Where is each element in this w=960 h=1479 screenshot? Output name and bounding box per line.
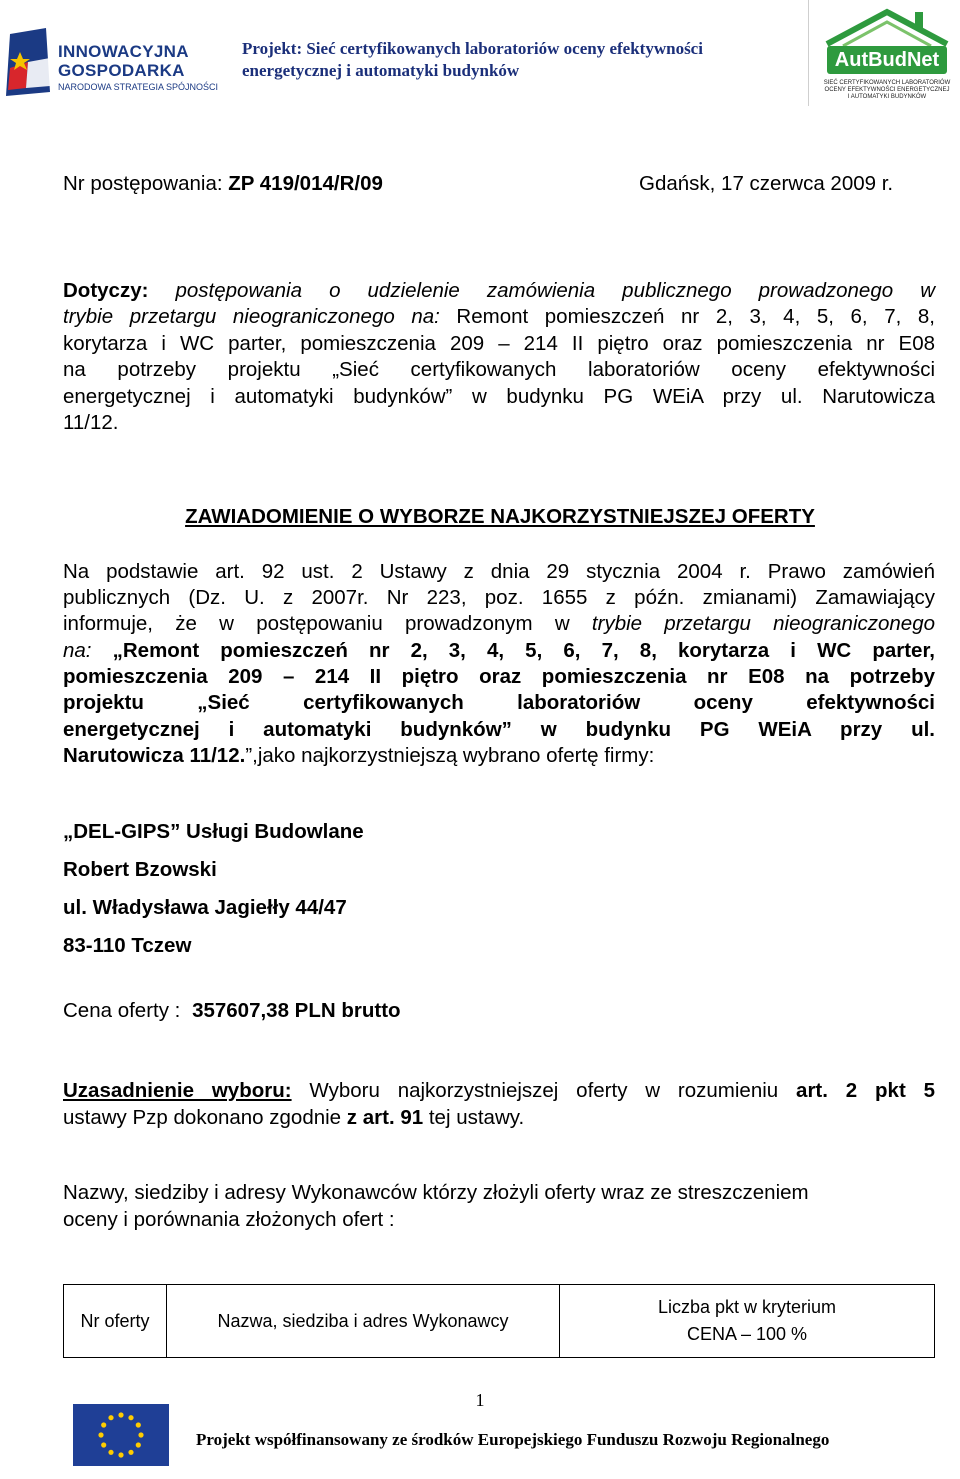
table-header-points-l1: Liczba pkt w kryterium bbox=[657, 1297, 837, 1317]
autbudnet-tagline-3: I AUTOMATYKI BUDYNKÓW bbox=[847, 94, 927, 100]
notice-text-3b: trybie przetargu nieograniczonego bbox=[591, 612, 936, 635]
summary-line-2: oceny i porównania złożonych ofert : bbox=[63, 1208, 395, 1231]
notice-text-3a: informuje, że w postępowaniu prowadzonym w bbox=[63, 612, 570, 635]
justification-text-1a: Wyboru najkorzystniejszej oferty w rozumieniu bbox=[309, 1079, 779, 1102]
justification-label: Uzasadnienie wyboru: bbox=[63, 1079, 292, 1102]
notice-line-2: publicznych (Dz. U. z 2007r. Nr 223, poz. 1655 z późn. zmianami) Zamawiający bbox=[63, 586, 935, 609]
footer-cofinancing-text: Projekt współfinansowany ze środków Europejskiego Funduszu Rozwoju Regionalnego bbox=[196, 1430, 830, 1449]
justification-text-2a: ustawy Pzp dokonano zgodnie bbox=[63, 1106, 342, 1129]
subject-text-2a: trybie przetargu nieograniczonego na: bbox=[63, 305, 440, 328]
autbudnet-tagline-1: SIEĆ CERTYFIKOWANYCH LABORATORIÓW bbox=[823, 80, 951, 86]
summary-line-1: Nazwy, siedziby i adresy Wykonawców którzy złożyli oferty wraz ze streszczeniem bbox=[63, 1181, 809, 1204]
innowacyjna-gospodarka-logo bbox=[6, 28, 219, 100]
table-header-points-l2: CENA – 100 % bbox=[686, 1324, 808, 1344]
autbudnet-tagline bbox=[819, 80, 955, 101]
place-date: Gdańsk, 17 czerwca 2009 r. bbox=[639, 172, 894, 195]
winner-name: „DEL-GIPS” Usługi Budowlane bbox=[63, 820, 364, 843]
subject-line-5: energetycznej i automatyki budynków” w budynku PG WEiA przy ul. Narutowicza bbox=[63, 385, 935, 408]
case-number: ZP 419/014/R/09 bbox=[228, 172, 383, 195]
page-number: 1 bbox=[475, 1390, 485, 1410]
notice-line-8 bbox=[63, 744, 935, 768]
ig-logo-line3: NARODOWA STRATEGIA SPÓJNOŚCI bbox=[58, 82, 219, 92]
justification-line-2 bbox=[63, 1106, 935, 1130]
winner-person: Robert Bzowski bbox=[63, 858, 217, 881]
case-number-line bbox=[63, 172, 383, 196]
offers-table bbox=[63, 1284, 935, 1358]
price-line bbox=[63, 999, 401, 1023]
subject-line-1 bbox=[63, 279, 935, 303]
subject-line-4: na potrzeby projektu „Sieć certyfikowanych laboratoriów oceny efektywności bbox=[63, 358, 935, 381]
project-title-line1: Projekt: Sieć certyfikowanych laboratoriów oceny efektywności bbox=[242, 39, 703, 58]
subject-label: Dotyczy: bbox=[63, 279, 149, 302]
notice-line-4 bbox=[63, 639, 935, 663]
project-title-line2: energetycznej i automatyki budynków bbox=[242, 61, 520, 80]
justification-text-2c: tej ustawy. bbox=[428, 1106, 525, 1129]
ig-logo-line1: INNOWACYJNA bbox=[58, 42, 189, 61]
notice-text-8b: ”,jako najkorzystniejszą wybrano ofertę firmy: bbox=[245, 744, 655, 767]
justification-text-2b: z art. 91 bbox=[346, 1106, 424, 1129]
table-header-points bbox=[560, 1285, 935, 1358]
notice-text-4b: „Remont pomieszczeń nr 2, 3, 4, 5, 6, 7, 8, korytarza i WC parter, bbox=[112, 639, 935, 662]
subject-line-2 bbox=[63, 305, 935, 329]
winner-street: ul. Władysława Jagiełły 44/47 bbox=[63, 896, 347, 919]
house-roof-icon bbox=[823, 6, 951, 48]
price-label: Cena oferty : bbox=[63, 999, 181, 1022]
justification-text-1b: art. 2 pkt 5 bbox=[796, 1079, 935, 1102]
winner-city: 83-110 Tczew bbox=[63, 934, 192, 957]
notice-text-4a: na: bbox=[63, 639, 92, 662]
autbudnet-logo bbox=[808, 0, 959, 106]
eu-flag-icon bbox=[73, 1404, 169, 1466]
notice-heading: ZAWIADOMIENIE O WYBORZE NAJKORZYSTNIEJSZEJ OFERTY bbox=[185, 505, 815, 528]
notice-line-3 bbox=[63, 612, 935, 636]
table-header-nr: Nr oferty bbox=[64, 1285, 167, 1358]
case-label: Nr postępowania: bbox=[63, 172, 223, 195]
autbudnet-tagline-2: OCENY EFEKTYWNOŚCI ENERGETYCZNEJ bbox=[824, 87, 950, 93]
table-header-row bbox=[64, 1285, 935, 1358]
subject-line-3: korytarza i WC parter, pomieszczenia 209 – 214 II piętro oraz pomieszczenia nr E08 bbox=[63, 332, 935, 355]
autbudnet-name: AutBudNet bbox=[827, 46, 947, 74]
notice-line-7: energetycznej i automatyki budynków” w budynku PG WEiA przy ul. bbox=[63, 718, 935, 741]
notice-text-8a: Narutowicza 11/12. bbox=[63, 744, 246, 767]
subject-text-1: postępowania o udzielenie zamówienia publicznego prowadzonego w bbox=[175, 279, 935, 302]
price-value: 357607,38 PLN brutto bbox=[192, 999, 401, 1022]
notice-line-1: Na podstawie art. 92 ust. 2 Ustawy z dnia 29 stycznia 2004 r. Prawo zamówień bbox=[63, 560, 935, 583]
notice-line-6: projektu „Sieć certyfikowanych laboratoriów oceny efektywności bbox=[63, 691, 935, 714]
subject-line-6: 11/12. bbox=[63, 411, 119, 434]
ig-flag-icon bbox=[6, 28, 54, 96]
justification-line-1 bbox=[63, 1079, 935, 1103]
ig-logo-line2: GOSPODARKA bbox=[58, 61, 185, 80]
subject-text-2b: Remont pomieszczeń nr 2, 3, 4, 5, 6, 7, 8, bbox=[456, 305, 935, 328]
notice-line-5: pomieszczenia 209 – 214 II piętro oraz pomieszczenia nr E08 na potrzeby bbox=[63, 665, 935, 688]
table-header-name: Nazwa, siedziba i adres Wykonawcy bbox=[167, 1285, 560, 1358]
project-title bbox=[242, 38, 802, 82]
